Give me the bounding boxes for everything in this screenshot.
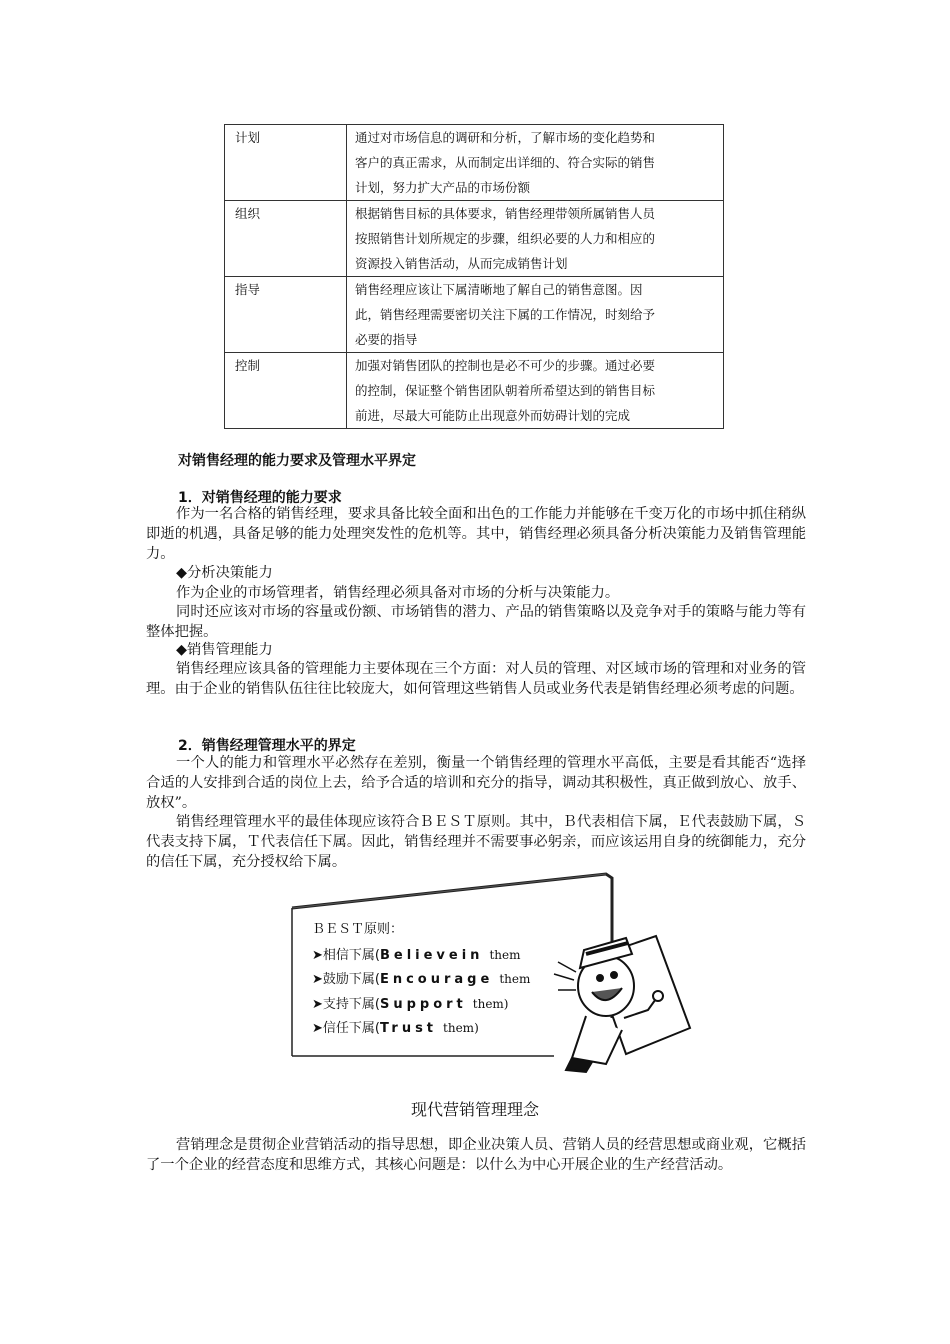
best-item: ➤信任下属(Trust them) <box>312 1021 479 1036</box>
row-line: 客户的真正需求，从而制定出详细的、符合实际的销售 <box>355 155 656 170</box>
management-functions-table <box>224 124 724 429</box>
row-line: 此，销售经理需要密切关注下属的工作情况，时刻给予 <box>355 307 656 322</box>
table-row <box>225 125 724 201</box>
row-label: 指导 <box>225 277 347 353</box>
row-line: 必要的指导 <box>355 332 418 347</box>
section3-title: 现代营销管理理念 <box>410 1100 539 1119</box>
section2-paragraph: 一个人的能力和管理水平必然存在差别，衡量一个销售经理的管理水平高低，主要是看其能否“选择合适的人安排到合适的岗位上去，给予合适的培训和充分的指导，调动其积极性，真正做到放心、放手、放权”。 <box>146 755 806 811</box>
bullet-management: ◆销售管理能力 <box>176 642 273 658</box>
best-item: ➤相信下属(Believein them <box>312 948 521 963</box>
best-title: ＢＥＳＴ原则： <box>312 922 404 937</box>
row-line: 按照销售计划所规定的步骤，组织必要的人力和相应的 <box>355 231 656 246</box>
section2-heading: 2．销售经理管理水平的界定 <box>178 738 356 754</box>
section2-paragraph: 销售经理管理水平的最佳体现应该符合ＢＥＳＴ原则。其中，Ｂ代表相信下属，Ｅ代表鼓励下属，Ｓ代表支持下属，Ｔ代表信任下属。因此，销售经理并不需要事必躬亲，而应该运用自身的统御能力，充分的信任下属，充分授权给下属。 <box>146 814 806 870</box>
section1-paragraph: 销售经理应该具备的管理能力主要体现在三个方面：对人员的管理、对区域市场的管理和对业务的管理。由于企业的销售队伍往往比较庞大，如何管理这些销售人员或业务代表是销售经理必须考虑的问题。 <box>146 661 806 697</box>
row-line: 通过对市场信息的调研和分析，了解市场的变化趋势和 <box>355 130 656 145</box>
row-label: 控制 <box>225 353 347 429</box>
row-label: 计划 <box>225 125 347 201</box>
cartoon-man-icon <box>554 936 690 1072</box>
row-description <box>347 125 724 201</box>
row-description <box>347 201 724 277</box>
row-line: 根据销售目标的具体要求，销售经理带领所属销售人员 <box>355 206 656 221</box>
row-line: 销售经理应该让下属清晰地了解自己的销售意图。因 <box>355 282 643 297</box>
section1-paragraph: 作为一名合格的销售经理，要求具备比较全面和出色的工作能力并能够在千变万化的市场中抓住稍纵即逝的机遇，具备足够的能力处理突发性的危机等。其中，销售经理必须具备分析决策能力及销售管理能力。 <box>146 506 806 562</box>
row-line: 计划，努力扩大产品的市场份额 <box>355 180 531 195</box>
row-line: 的控制，保证整个销售团队朝着所希望达到的销售目标 <box>355 383 656 398</box>
bullet-analysis: ◆分析决策能力 <box>176 565 273 581</box>
table-row <box>225 277 724 353</box>
row-line: 资源投入销售活动，从而完成销售计划 <box>355 256 568 271</box>
table-row <box>225 201 724 277</box>
best-item: ➤鼓励下属(Encourage them <box>312 972 531 987</box>
section1-paragraph: 同时还应该对市场的容量或份额、市场销售的潜力、产品的销售策略以及竞争对手的策略与能力等有整体把握。 <box>146 604 806 640</box>
row-description <box>347 353 724 429</box>
row-description <box>347 277 724 353</box>
main-heading: 对销售经理的能力要求及管理水平界定 <box>178 453 416 469</box>
best-item: ➤支持下属(Support them) <box>312 997 509 1012</box>
row-line: 前进，尽最大可能防止出现意外而妨碍计划的完成 <box>355 408 631 423</box>
table-row <box>225 353 724 429</box>
row-label: 组织 <box>225 201 347 277</box>
row-line: 加强对销售团队的控制也是必不可少的步骤。通过必要 <box>355 358 656 373</box>
section3-paragraph: 营销理念是贯彻企业营销活动的指导思想，即企业决策人员、营销人员的经营思想或商业观，它概括了一个企业的经营态度和思维方式，其核心问题是：以什么为中心开展企业的生产经营活动。 <box>146 1137 806 1173</box>
section1-heading: 1．对销售经理的能力要求 <box>178 490 342 506</box>
section1-paragraph: 作为企业的市场管理者，销售经理必须具备对市场的分析与决策能力。 <box>176 585 620 601</box>
